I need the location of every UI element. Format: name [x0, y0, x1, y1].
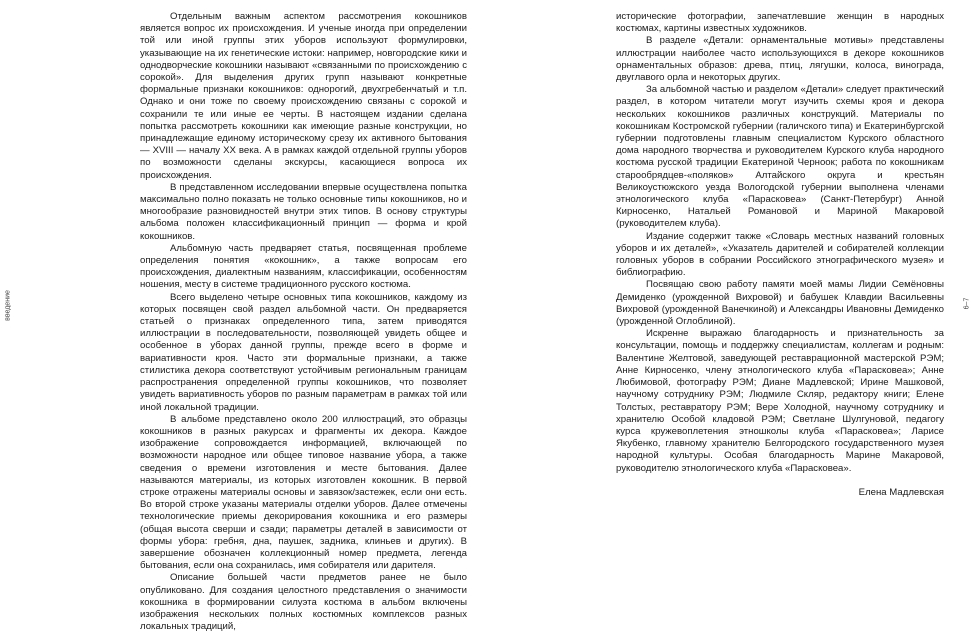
paragraph: Отдельным важным аспектом рассмотрения кокошников является вопрос их происхождения. И ученые иногда при определении той или иной группы этих уборов используют формулировки, указывающие на их генетические истоки: например, новгородские кики и однодворческие кокошники называют «связанными по происхождению с сорокой». Для выделения других групп называют конкретные формальные признаки кокошников: однорогий, двухгребенчатый и т.п. Однако и они тоже по своему происхождению связаны с сорокой и сохранили те или иные ее черты. В настоящем издании сделана попытка рассмотреть кокошники как имеющие разные конструкции, но принадлежащие единому историческому срезу их активного бытования — XVIII — началу XX века. А в рамках каждой отдельной группы уборов по возможности сделаны экскурсы, касающиеся вопроса их происхождения. [140, 11, 467, 181]
paragraph: В разделе «Детали: орнаментальные мотивы» представлены иллюстрации наиболее часто использующихся в декоре кокошников орнаментальных образов: древа, птиц, лягушки, колоса, винограда, двуглавого орла и некоторых других. [616, 35, 944, 84]
paragraph: Описание большей части предметов ранее не было опубликовано. Для создания целостного представления о значимости кокошника в формировании силуэта костюма в альбом включены изображения нескольких полных костюмных комплексов разных локальных традиций, [140, 572, 467, 633]
right-text-column [616, 11, 944, 499]
paragraph: Посвящаю свою работу памяти моей мамы Лидии Семёновны Демиденко (урожденной Вихровой) и бабушек Клавдии Васильевны Вихровой (урожденной Ванечкиной) и Александры Ивановны Демиденко (урожденной Оглоблиной). [616, 279, 944, 328]
paragraph: За альбомной частью и разделом «Детали» следует практический раздел, в котором читатели могут изучить схемы кроя и декора нескольких кокошников различных конструкций. Материалы по кокошникам Костромской губернии (галичского типа) и Екатеринбургской губернии подготовлены главным специалистом Курского областного дома народного творчества и руководителем Курского клуба народного костюма русской традиции Екатериной Черноок; работа по кокошникам старообрядцев-«поляков» Алтайского округа и крестьян Великоустюжского уезда Вологодской губернии выполнена членами этнологического клуба «Парасковеа» (Санкт-Петербург) Анной Кирносенко, Натальей Романовой и Мариной Макаровой (руководителем клуба). [616, 84, 944, 230]
section-label: введение [4, 290, 12, 321]
right-page [485, 0, 970, 615]
paragraph: Издание содержит также «Словарь местных названий головных уборов и их деталей», «Указатель дарителей и собирателей коллекции головных уборов в собрании Российского этнографического музея» и библиографию. [616, 230, 944, 279]
paragraph: Искренне выражаю благодарность и признательность за консультации, помощь и поддержку специалистам, коллегам и родным: Валентине Желтовой, заведующей реставрационной мастерской РЭМ; Анне Кирносенко, члену этнологического клуба «Парасковеа»; Анне Любимовой, фотографу РЭМ; Диане Мадлевской; Ирине Машковой, научному сотруднику РЭМ; Людмиле Скляр, редактору книги; Елене Толстых, реставратору РЭМ; Вере Холодной, научному сотруднику и хранителю Особой кладовой РЭМ; Светлане Шулгуновой, педагогу курса кружевоплетения этношколы клуба «Парасковеа»; Ларисе Якубенко, главному хранителю Белгородского государственного музея народной культуры. Особая благодарность Марине Макаровой, руководителю этнологического клуба «Парасковеа». [616, 328, 944, 474]
paragraph: Всего выделено четыре основных типа кокошников, каждому из которых посвящен свой раздел альбомной части. Он предваряется статьей о признаках определенного типа, затем приводятся иллюстрации в последовательности, позволяющей увидеть общее и особенное в уборах данной группы, прежде всего в форме и вариативности кроя. Часто эти формальные признаки, а также стилистика декора соответствуют устойчивым региональным границам распространения определенной группы кокошников, что позволяет увидеть вариативность уборов по разным параметрам в рамках той или иной локальной традиции. [140, 291, 467, 413]
paragraph: Альбомную часть предваряет статья, посвященная проблеме определения понятия «кокошник», а также вопросам его происхождения, диалектным названиям, классификации, особенностям ношения, месту в системе традиционного русского костюма. [140, 242, 467, 291]
left-page [0, 0, 485, 633]
paragraph-continuation: исторические фотографии, запечатлевшие женщин в народных костюмах, картины известных художников. [616, 11, 944, 35]
left-text-column [140, 11, 467, 633]
paragraph: В альбоме представлено около 200 иллюстраций, это образцы кокошников в разных ракурсах и фрагменты их декора. Каждое изображение сопровождается информацией, включающей по возможности народное или общее типовое название убора, а также сведения о времени изготовления и месте бытования. Далее называются материалы, из которых изготовлен кокошник. В первой строке отражены материалы основы и завязок/застежек, если они есть. Во второй строке указаны материалы отделки уборов. Далее отмечены технологические приемы декорирования кокошника и его размеры (общая высота сверши и сзади; параметры деталей в зависимости от формы убора: гребня, дна, паушек, задника, клиньев и других). В завершение обозначен коллекционный номер предмета, легенда бытования, если она сохранилась, имя собирателя или дарителя. [140, 413, 467, 572]
paragraph: В представленном исследовании впервые осуществлена попытка максимально полно показать не только основные типы кокошников, но и многообразие разновидностей внутри этих типов. В основу структуры альбома положен классификационный принцип — форма и крой кокошников. [140, 181, 467, 242]
page-number: 6–7 [963, 297, 971, 310]
author-signature: Елена Мадлевская [858, 486, 944, 498]
